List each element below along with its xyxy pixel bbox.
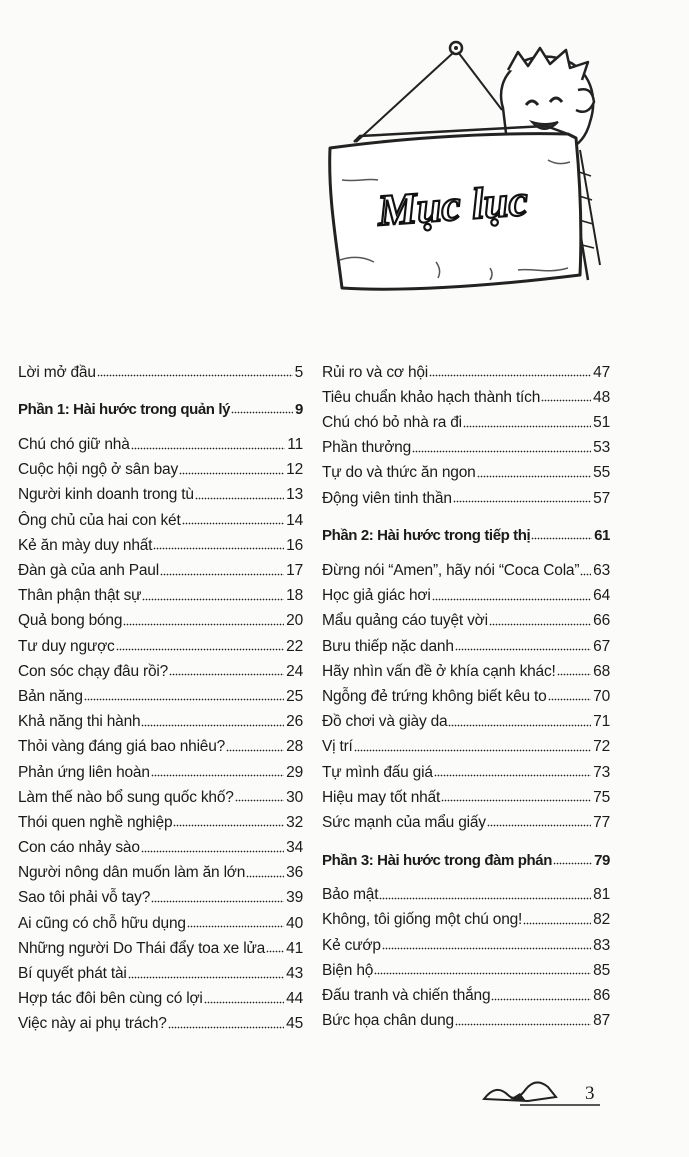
toc-entry <box>18 780 303 805</box>
dot-leader <box>429 374 591 377</box>
toc-entry <box>322 654 610 679</box>
toc-entry-title: Tự mình đấu giá <box>322 763 433 781</box>
toc-entry-page: 28 <box>286 738 303 756</box>
dot-leader <box>235 799 284 802</box>
dot-leader <box>173 824 284 827</box>
toc-entry-page: 48 <box>593 388 610 406</box>
toc-entry-page: 72 <box>593 738 610 756</box>
dot-leader <box>169 673 284 676</box>
toc-entry-title: Kẻ ăn mày duy nhất <box>18 536 153 554</box>
toc-entry-page: 17 <box>286 562 303 579</box>
toc-entry-page: 36 <box>286 864 303 882</box>
toc-entry-page: 25 <box>286 687 303 705</box>
sign-title: Mục lục <box>375 175 530 236</box>
toc-entry <box>18 629 303 654</box>
toc-entry-page: 79 <box>594 851 610 869</box>
dot-leader <box>182 522 285 525</box>
toc-entry-page: 45 <box>286 1015 303 1033</box>
toc-entry <box>322 431 610 456</box>
toc-entry <box>18 830 303 855</box>
toc-entry <box>18 427 303 452</box>
toc-entry-title: Hiệu may tốt nhất <box>322 788 441 806</box>
toc-entry-page: 34 <box>286 839 303 857</box>
dot-leader <box>84 698 284 701</box>
toc-entry <box>18 355 303 380</box>
toc-entry-page: 81 <box>593 886 610 904</box>
dot-leader <box>151 900 284 903</box>
toc-entry-page: 24 <box>286 662 303 680</box>
toc-entry-title: Bưu thiếp nặc danh <box>322 637 454 655</box>
toc-entry-title: Thỏi vàng đáng giá bao nhiêu? <box>18 738 226 756</box>
toc-entry-title: Tư duy ngược <box>18 637 115 655</box>
dot-leader <box>246 875 284 878</box>
toc-entry <box>18 956 303 981</box>
toc-entry-title: Tiêu chuẩn khảo hạch thành tích <box>322 388 541 406</box>
toc-entry-page: 9 <box>295 401 303 419</box>
toc-section-entry <box>322 518 610 543</box>
toc-entry-page: 82 <box>593 911 610 929</box>
toc-entry <box>18 553 303 578</box>
toc-entry-title: Sao tôi phải vỗ tay? <box>18 889 151 907</box>
toc-entry <box>18 755 303 780</box>
toc-entry-title: Bí quyết phát tài <box>18 965 127 982</box>
toc-entry-title: Người nông dân muốn làm ăn lớn <box>18 864 246 882</box>
toc-right-column <box>322 355 610 1029</box>
toc-entry-title: Mẩu quảng cáo tuyệt vời <box>322 612 488 630</box>
toc-entry <box>18 478 303 503</box>
dot-leader <box>553 862 592 865</box>
toc-entry-page: 51 <box>593 414 610 432</box>
toc-entry-title: Con sóc chạy đâu rồi? <box>18 662 169 680</box>
toc-entry-page: 26 <box>286 713 303 731</box>
toc-entry-page: 12 <box>286 461 303 479</box>
dot-leader <box>142 598 284 601</box>
toc-entry <box>322 704 610 729</box>
toc-entry-title: Chú chó giữ nhà <box>18 436 130 454</box>
toc-entry <box>18 906 303 931</box>
toc-entry-page: 55 <box>593 464 610 482</box>
dot-leader <box>453 500 591 503</box>
dot-leader <box>354 749 591 752</box>
toc-entry <box>18 453 303 478</box>
dot-leader <box>131 447 286 450</box>
toc-entry-title: Lời mở đầu <box>18 363 96 381</box>
toc-section-entry <box>18 392 303 417</box>
dot-leader <box>168 1026 284 1029</box>
dot-leader <box>487 824 591 827</box>
toc-entry <box>18 579 303 604</box>
toc-entry-title: Tự do và thức ăn ngon <box>322 464 476 482</box>
toc-entry-page: 87 <box>593 1012 610 1030</box>
toc-entry-page: 22 <box>286 637 303 655</box>
dot-leader <box>412 450 591 453</box>
toc-entry-title: Phản ứng liên hoàn <box>18 763 150 781</box>
dot-leader <box>477 475 592 478</box>
toc-entry-page: 29 <box>286 763 303 781</box>
toc-entry <box>322 730 610 755</box>
toc-entry <box>18 805 303 830</box>
toc-entry-title: Rủi ro và cơ hội <box>322 363 429 381</box>
toc-entry-page: 40 <box>286 914 303 932</box>
toc-entry-page: 41 <box>286 939 303 957</box>
toc-entry <box>322 805 610 830</box>
toc-entry-page: 13 <box>286 486 303 504</box>
toc-entry <box>18 654 303 679</box>
dot-leader <box>379 897 591 900</box>
dot-leader <box>523 922 591 925</box>
toc-entry-page: 71 <box>593 713 610 731</box>
page-number: 3 <box>585 1083 595 1104</box>
toc-entry <box>18 730 303 755</box>
toc-entry-title: Hợp tác đôi bên cùng có lợi <box>18 990 203 1008</box>
dot-leader <box>226 749 284 752</box>
dot-leader <box>455 648 591 651</box>
toc-entry-page: 68 <box>593 662 610 680</box>
toc-entry-page: 70 <box>593 687 610 705</box>
dot-leader <box>448 724 591 727</box>
dot-leader <box>116 648 285 651</box>
dot-leader <box>160 573 284 576</box>
toc-entry-page: 30 <box>286 788 303 806</box>
toc-entry <box>18 982 303 1007</box>
toc-entry-title: Đấu tranh và chiến thắng <box>322 987 491 1004</box>
toc-entry-title: Kẻ cướp <box>322 936 381 954</box>
toc-entry-page: 18 <box>286 587 303 605</box>
toc-entry <box>322 679 610 704</box>
toc-entry-title: Không, tôi giống một chú ong! <box>322 911 523 929</box>
toc-entry-page: 5 <box>294 363 303 381</box>
dot-leader <box>455 1023 591 1026</box>
toc-entry-title: Đừng nói “Amen”, hãy nói “Coca Cola” <box>322 562 580 579</box>
dot-leader <box>141 850 284 853</box>
dot-leader <box>382 947 591 950</box>
dot-leader <box>557 673 592 676</box>
toc-entry <box>322 953 610 978</box>
dot-leader <box>179 472 284 475</box>
toc-entry-title: Biện hộ <box>322 961 374 979</box>
toc-entry <box>322 878 610 903</box>
toc-entry-page: 47 <box>593 363 610 381</box>
toc-entry <box>322 903 610 928</box>
toc-entry-title: Sức mạnh của mẩu giấy <box>322 813 486 831</box>
toc-entry <box>322 481 610 506</box>
dot-leader <box>580 573 591 576</box>
toc-entry <box>18 528 303 553</box>
toc-entry-page: 11 <box>287 436 303 454</box>
toc-entry <box>322 456 610 481</box>
toc-entry-page: 75 <box>593 788 610 806</box>
dot-leader <box>374 972 591 975</box>
dot-leader <box>128 976 285 979</box>
toc-entry-page: 16 <box>286 536 303 554</box>
toc-entry <box>322 755 610 780</box>
toc-entry-title: Quả bong bóng <box>18 612 123 630</box>
toc-entry <box>18 931 303 956</box>
footer-pencil-doodle <box>480 1075 680 1115</box>
dot-leader <box>548 698 592 701</box>
toc-entry-page: 85 <box>593 961 610 979</box>
toc-entry-page: 39 <box>286 889 303 907</box>
toc-entry-title: Phần thưởng <box>322 439 412 457</box>
toc-entry-page: 61 <box>594 527 610 545</box>
toc-entry <box>322 604 610 629</box>
dot-leader <box>541 399 591 402</box>
toc-entry-title: Việc này ai phụ trách? <box>18 1015 167 1033</box>
toc-entry-title: Người kinh doanh trong tù <box>18 486 194 504</box>
toc-entry <box>322 405 610 430</box>
toc-entry-title: Thói quen nghề nghiệp <box>18 813 173 831</box>
toc-entry-page: 67 <box>593 637 610 655</box>
toc-entry <box>322 978 610 1003</box>
toc-entry-page: 43 <box>286 965 303 982</box>
toc-entry <box>322 355 610 380</box>
toc-entry-page: 77 <box>593 813 610 831</box>
toc-entry <box>322 553 610 578</box>
toc-entry <box>18 604 303 629</box>
toc-entry-page: 86 <box>593 987 610 1004</box>
toc-entry-title: Ngỗng đẻ trứng không biết kêu to <box>322 687 547 705</box>
toc-entry <box>18 856 303 881</box>
toc-entry-title: Những người Do Thái đẩy toa xe lửa <box>18 939 266 957</box>
toc-entry-title: Ai cũng có chỗ hữu dụng <box>18 914 186 932</box>
toc-entry-page: 66 <box>593 612 610 630</box>
toc-entry <box>18 503 303 528</box>
dot-leader <box>434 774 591 777</box>
toc-entry <box>322 928 610 953</box>
toc-entry-page: 32 <box>286 813 303 831</box>
toc-entry-page: 63 <box>593 562 610 579</box>
toc-entry-title: Cuộc hội ngộ ở sân bay <box>18 461 179 479</box>
dot-leader <box>441 799 591 802</box>
dot-leader <box>266 950 284 953</box>
toc-entry-title: Khả năng thi hành <box>18 713 141 731</box>
toc-entry <box>18 1007 303 1032</box>
toc-entry-title: Làm thế nào bổ sung quốc khố? <box>18 788 234 806</box>
dot-leader <box>432 598 592 601</box>
toc-left-column <box>18 355 303 1032</box>
dot-leader <box>97 374 293 377</box>
dot-leader <box>531 537 592 540</box>
toc-entry-title: Bức họa chân dung <box>322 1012 454 1030</box>
toc-section-entry <box>322 842 610 867</box>
toc-entry <box>322 380 610 405</box>
toc-entry-title: Ông chủ của hai con két <box>18 511 181 529</box>
dot-leader <box>489 623 591 626</box>
toc-entry-page: 57 <box>593 489 610 507</box>
dot-leader <box>151 774 284 777</box>
toc-entry-title: Động viên tinh thần <box>322 489 452 507</box>
toc-entry-title: Phần 1: Hài hước trong quản lý <box>18 401 231 419</box>
toc-entry-title: Học giả giác hơi <box>322 587 431 605</box>
toc-entry-title: Phần 3: Hài hước trong đàm phán <box>322 851 552 869</box>
toc-entry-title: Đàn gà của anh Paul <box>18 562 159 579</box>
table-of-contents-sign-illustration <box>318 30 608 300</box>
toc-entry-title: Bản năng <box>18 687 83 705</box>
dot-leader <box>195 497 284 500</box>
toc-entry <box>18 679 303 704</box>
dot-leader <box>231 411 293 414</box>
toc-entry <box>18 881 303 906</box>
toc-entry-title: Vị trí <box>322 738 353 756</box>
toc-entry-title: Đồ chơi và giày da <box>322 713 448 731</box>
dot-leader <box>123 623 284 626</box>
toc-entry <box>322 780 610 805</box>
toc-entry-page: 44 <box>286 990 303 1008</box>
toc-entry <box>322 579 610 604</box>
dot-leader <box>204 1001 284 1004</box>
dot-leader <box>153 547 284 550</box>
dot-leader <box>491 998 591 1001</box>
toc-entry-title: Bảo mật <box>322 886 379 904</box>
toc-entry-title: Thân phận thật sự <box>18 587 142 605</box>
toc-entry-page: 83 <box>593 936 610 954</box>
toc-entry-title: Hãy nhìn vấn đề ở khía cạnh khác! <box>322 662 556 680</box>
dot-leader <box>187 925 284 928</box>
toc-entry-page: 53 <box>593 439 610 457</box>
toc-entry-page: 64 <box>593 587 610 605</box>
toc-entry-title: Chú chó bỏ nhà ra đi <box>322 414 462 432</box>
toc-entry-title: Phần 2: Hài hước trong tiếp thị <box>322 527 531 545</box>
dot-leader <box>141 724 284 727</box>
toc-entry <box>18 704 303 729</box>
toc-entry <box>322 1004 610 1029</box>
toc-entry-page: 73 <box>593 763 610 781</box>
toc-entry <box>322 629 610 654</box>
dot-leader <box>463 425 591 428</box>
toc-entry-page: 20 <box>286 612 303 630</box>
toc-entry-title: Con cáo nhảy sào <box>18 839 140 857</box>
toc-entry-page: 14 <box>286 511 303 529</box>
